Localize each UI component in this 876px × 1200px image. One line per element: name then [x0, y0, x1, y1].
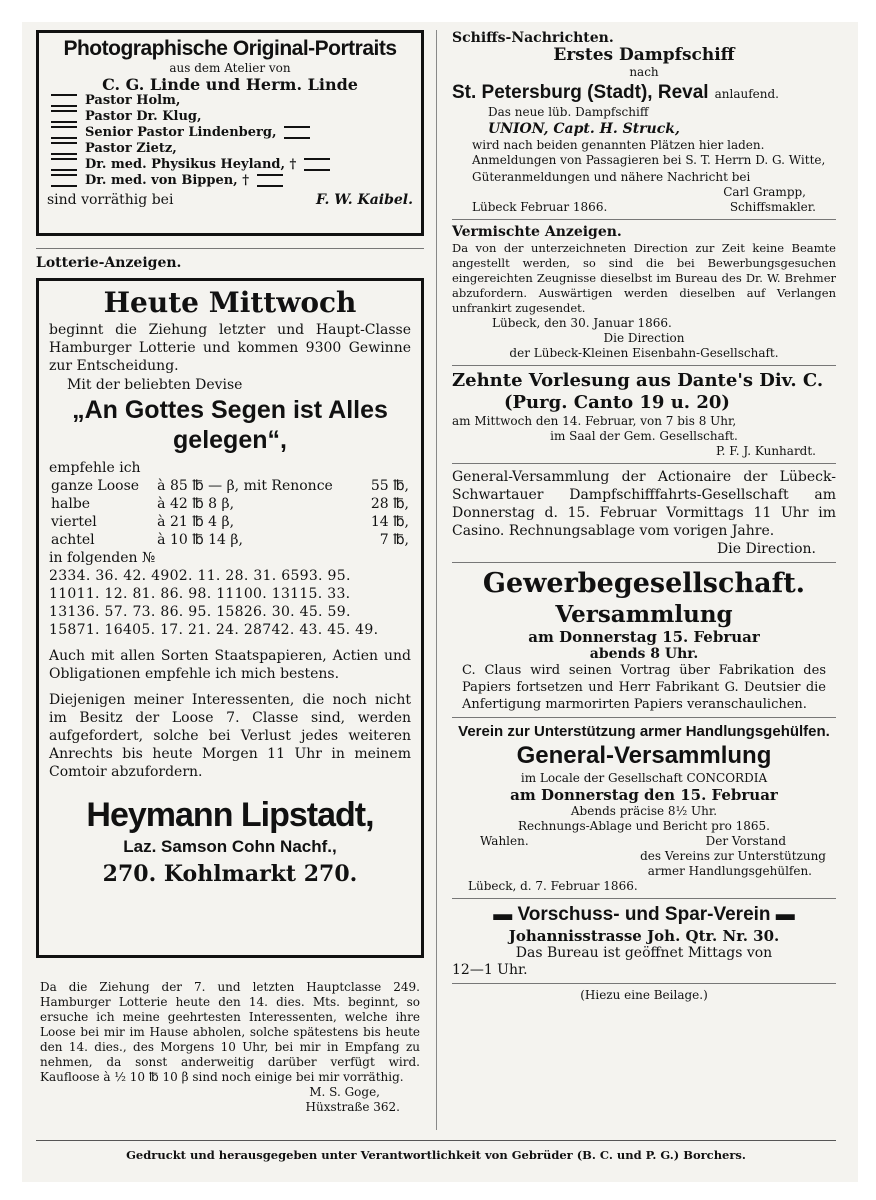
- verein-agenda1: Rechnungs-Ablage und Bericht pro 1865.: [518, 819, 770, 833]
- table-row: achtel à 10 ℔ 14 β, 7 ℔,: [51, 532, 409, 548]
- dante-sub: (Purg. Canto 19 u. 20): [504, 392, 730, 413]
- lotterie-heading: Heute Mittwoch: [103, 286, 357, 319]
- divider: [452, 562, 836, 563]
- divider: [452, 983, 836, 984]
- portrait-name: Pastor Holm,: [51, 93, 413, 109]
- portraits-title: Photographische Original-Portraits: [63, 37, 397, 60]
- number-line: 11011. 12. 81. 86. 98. 11100. 13115. 33.: [49, 586, 351, 602]
- verein-sign1: Der Vorstand: [705, 834, 786, 848]
- verein-ad: [452, 722, 836, 894]
- schiffs-nach: nach: [629, 65, 659, 79]
- vermischte-text: Da von der unterzeichneten Direction zur Zeit keine Beamte angestellt werden, so sind die bei Bewerbungsgesuchen eingereichten Zeugnisse dieselbst im Bureau des Dr. W. Brehmer abzufordern. Auswärtigen werden dieselben auf Verlangen unfrankirt zugesendet.: [452, 241, 836, 315]
- vorschuss-ad: [452, 903, 836, 979]
- price-table: [49, 477, 411, 549]
- number-line: 13136. 57. 73. 86. 95. 15826. 30. 45. 59.: [49, 604, 351, 620]
- verein-sign3: armer Handlungsgehülfen.: [647, 864, 812, 878]
- beilage-note: (Hiezu eine Beilage.): [580, 988, 708, 1002]
- dash-icon: ▬: [770, 904, 795, 925]
- lotterie-section-title: Lotterie-Anzeigen.: [36, 255, 182, 271]
- dante-ad: [452, 370, 836, 459]
- verein-time: Abends präcise 8½ Uhr.: [570, 804, 718, 818]
- schiffs-line3: Anmeldungen von Passagieren bei S. T. Herrn D. G. Witte,: [472, 153, 826, 167]
- schiffs-agent-role: Schiffsmakler.: [729, 200, 816, 214]
- schiffs-agent: Carl Grampp,: [723, 185, 806, 199]
- right-column: [452, 30, 836, 1003]
- goge-street: Hüxstraße 362.: [305, 1100, 400, 1114]
- schiffs-destination: St. Petersburg (Stadt), Reval anlaufend.: [452, 82, 779, 103]
- gewerbe-sub: Versammlung: [555, 601, 733, 628]
- divider: [452, 463, 836, 464]
- lotterie-devise: „An Gottes Segen ist Alles gelegen“,: [72, 396, 388, 454]
- schiffs-section-title: Schiffs-Nachrichten.: [452, 30, 614, 46]
- lotterie-notice: Diejenigen meiner Interessenten, die noch nicht im Besitz der Loose 7. Classe sind, werden aufgefordert, solche bei Verlust jedes weiteren Anrechts bis heute Morgen 11 Uhr in meinem Comtoir abzufordern.: [49, 692, 411, 780]
- dante-title: Zehnte Vorlesung aus Dante's Div. C.: [452, 370, 824, 391]
- printer-footer: Gedruckt und herausgegeben unter Verantwortlichkeit von Gebrüder (B. C. und P. G.) Borchers.: [126, 1148, 746, 1162]
- goge-sign: M. S. Goge,: [309, 1085, 380, 1099]
- portrait-name: Pastor Dr. Klug,: [51, 109, 413, 125]
- verein-locale: im Locale der Gesellschaft CONCORDIA: [520, 771, 768, 785]
- dante-line2: im Saal der Gem. Gesellschaft.: [550, 429, 738, 443]
- lotterie-number-list: [49, 567, 411, 639]
- gewerbe-title: Gewerbegesellschaft.: [482, 568, 806, 599]
- portraits-footer: [47, 192, 413, 209]
- vermischte-ad: [452, 224, 836, 361]
- gewerbe-date: am Donnerstag 15. Februar: [528, 628, 760, 646]
- portraits-seller: F. W. Kaibel.: [315, 192, 413, 208]
- divider: [452, 898, 836, 899]
- portrait-name: Pastor Zietz,: [51, 141, 413, 157]
- vermischte-section-title: Vermischte Anzeigen.: [452, 224, 622, 240]
- gv-actionaire-ad: [452, 468, 836, 558]
- portraits-studio: C. G. Linde und Herm. Linde: [102, 75, 358, 94]
- portrait-name: Senior Pastor Lindenberg,: [51, 125, 413, 141]
- lotterie-address: 270. Kohlmarkt 270.: [102, 861, 358, 887]
- verein-title: Verein zur Unterstützung armer Handlungsgehülfen.: [458, 723, 830, 740]
- lotterie-also: Auch mit allen Sorten Staatspapieren, Actien und Obligationen empfehle ich mich bestens.: [49, 648, 411, 682]
- schiffs-date: Lübeck Februar 1866.: [472, 200, 608, 214]
- dash-icon: ▬: [493, 904, 518, 925]
- goge-text: Da die Ziehung der 7. und letzten Hauptclasse 249. Hamburger Lotterie heute den 14. dies. Mts. beginnt, so ersuche ich meine geehrtesten Interessenten, welche ihre Loose bei mir im Hause abholen, solche spätestens bis heute den 14. dies., des Morgens 10 Uhr, bei mir in Empfang zu nehmen, da sonst anderweitig darüber verfügt wird. Kaufloose à ½ 10 ℔ 10 β sind noch einige bei mir vorräthig.: [40, 980, 420, 1084]
- verein-place-date: Lübeck, d. 7. Februar 1866.: [468, 879, 638, 893]
- number-line: 15871. 16405. 17. 21. 24. 28742. 43. 45. 49.: [49, 622, 379, 638]
- lotterie-ad: [36, 278, 424, 958]
- portrait-name: Dr. med. von Bippen, †: [51, 173, 413, 189]
- lotterie-empfehle: empfehle ich: [49, 460, 141, 476]
- verein-date: am Donnerstag den 15. Februar: [510, 786, 778, 804]
- table-row: viertel à 21 ℔ 4 β, 14 ℔,: [51, 514, 409, 530]
- vermischte-sign2: der Lübeck-Kleinen Eisenbahn-Gesellschaft.: [509, 346, 779, 360]
- dante-line1: am Mittwoch den 14. Februar, von 7 bis 8 Uhr,: [452, 414, 737, 428]
- portraits-available: sind vorräthig bei: [47, 192, 174, 208]
- schiffs-ad: [452, 30, 836, 215]
- divider: [452, 717, 836, 718]
- vorschuss-line1: Das Bureau ist geöffnet Mittags von: [515, 945, 773, 961]
- vorschuss-address: Johannisstrasse Joh. Qtr. Nr. 30.: [508, 927, 780, 945]
- portrait-name: Dr. med. Physikus Heyland, †: [51, 157, 413, 173]
- divider: [452, 219, 836, 220]
- gewerbe-time: abends 8 Uhr.: [589, 646, 699, 662]
- schiffs-line4: Güteranmeldungen und nähere Nachricht bei: [472, 170, 751, 184]
- footer-rule: [36, 1140, 836, 1141]
- lotterie-merchant-sub: Laz. Samson Cohn Nachf.,: [123, 837, 337, 856]
- portraits-subtitle: aus dem Atelier von: [169, 61, 291, 75]
- verein-row: [452, 834, 836, 849]
- lotterie-in-numbers: in folgenden №: [49, 550, 156, 566]
- schiffs-ship: UNION, Capt. H. Struck,: [488, 121, 680, 137]
- portraits-names: [51, 93, 413, 189]
- gewerbe-ad: [452, 567, 836, 713]
- vermischte-sign1: Die Direction: [603, 331, 685, 345]
- portraits-ad: [36, 30, 424, 236]
- vermischte-date: Lübeck, den 30. Januar 1866.: [492, 316, 672, 330]
- lotterie-merchant: Heymann Lipstadt,: [86, 796, 374, 834]
- verein-gv: General-Versammlung: [516, 742, 772, 769]
- gv-actionaire-text: General-Versammlung der Actionaire der Lübeck-Schwartauer Dampfschifffahrts-Gesellschaft am Donnerstag d. 15. Februar Vormittags 11 Uhr im Casino. Rechnungsablage vom vorigen Jahre.: [452, 469, 836, 539]
- vorschuss-line2: 12—1 Uhr.: [452, 962, 528, 978]
- goge-ad: [36, 980, 424, 1115]
- divider: [36, 248, 424, 249]
- verein-sign2: des Vereins zur Unterstützung: [640, 849, 826, 863]
- divider: [452, 365, 836, 366]
- lotterie-devise-intro: Mit der beliebten Devise: [67, 377, 243, 393]
- gewerbe-text: C. Claus wird seinen Vortrag über Fabrikation des Papiers fortsetzen und Herr Fabrikant G. Deutsier die Anfertigung marmorirten Papiers veranschaulichen.: [462, 663, 826, 712]
- table-row: ganze Loose à 85 ℔ — β, mit Renonce 55 ℔,: [51, 478, 409, 494]
- left-column: [36, 30, 424, 1115]
- schiffs-line2: wird nach beiden genannten Plätzen hier laden.: [472, 138, 765, 152]
- table-row: halbe à 42 ℔ 8 β, 28 ℔,: [51, 496, 409, 512]
- gv-actionaire-sign: Die Direction.: [717, 541, 816, 557]
- column-divider: [436, 30, 437, 1130]
- schiffs-footer: [452, 200, 836, 215]
- vorschuss-title: ▬ Vorschuss- und Spar-Verein ▬: [493, 904, 795, 925]
- verein-agenda2: Wahlen.: [480, 834, 529, 848]
- lotterie-intro: beginnt die Ziehung letzter und Haupt-Classe Hamburger Lotterie und kommen 9300 Gewinne zur Entscheidung.: [49, 322, 411, 374]
- number-line: 2334. 36. 42. 4902. 11. 28. 31. 6593. 95.: [49, 568, 351, 584]
- schiffs-line1: Das neue lüb. Dampfschiff: [488, 105, 649, 119]
- dante-sign: P. F. J. Kunhardt.: [716, 444, 816, 458]
- schiffs-title: Erstes Dampfschiff: [553, 45, 735, 65]
